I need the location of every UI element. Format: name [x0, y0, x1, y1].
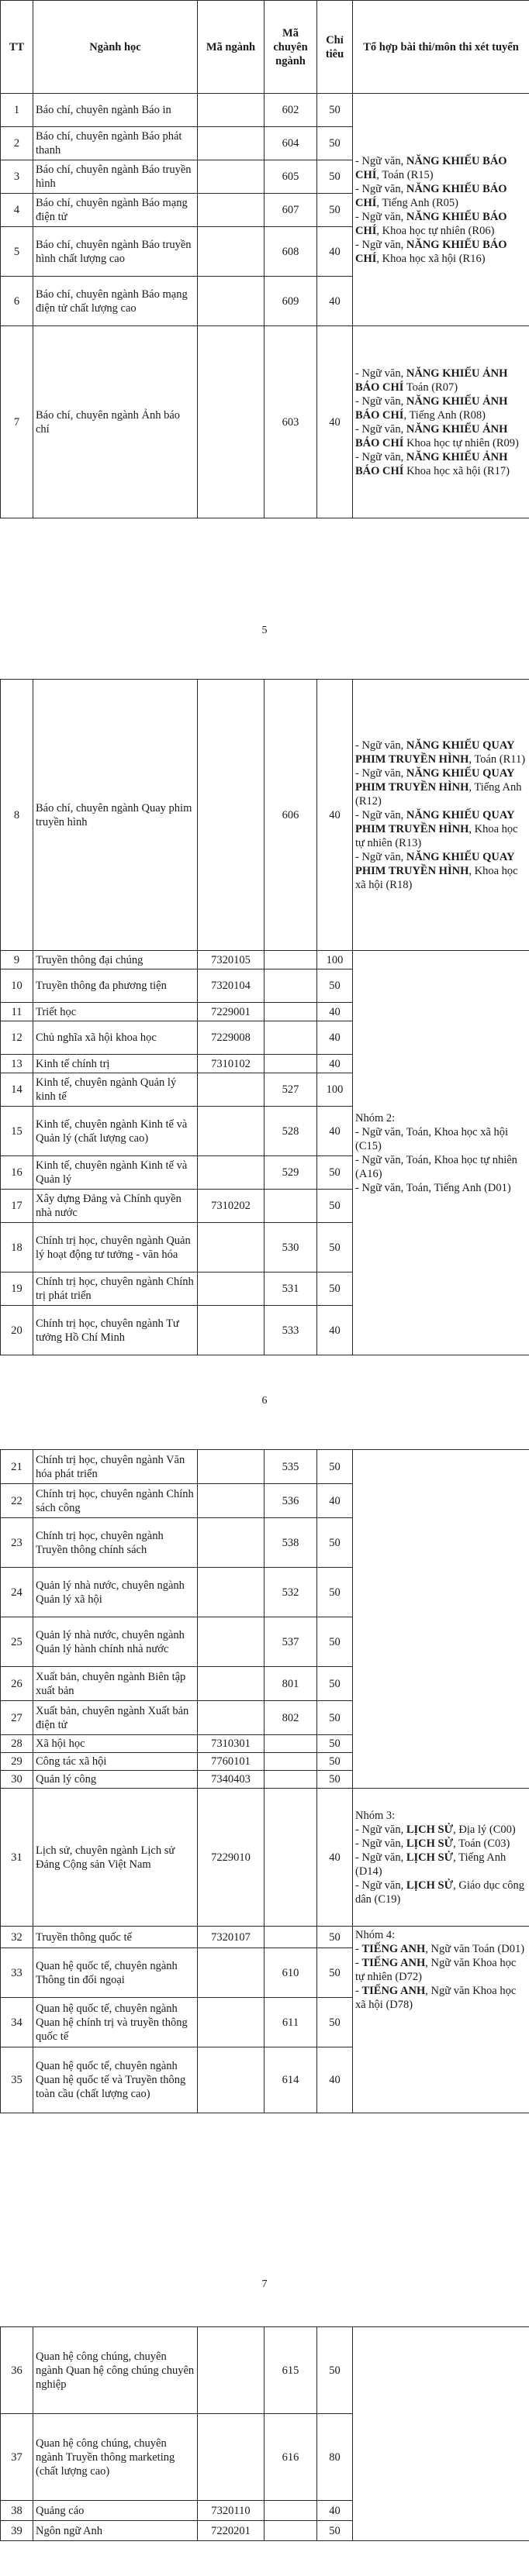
row-code — [198, 94, 264, 127]
row-subcode: 533 — [264, 1306, 317, 1355]
page-segment-2 — [0, 679, 529, 1355]
header-combos: Tổ hợp bài thi/môn thi xét tuyển — [353, 1, 529, 94]
row-subcode — [264, 1789, 317, 1927]
row-subcode — [264, 1190, 317, 1223]
row-quota: 50 — [317, 160, 353, 194]
row-quota: 40 — [317, 1306, 353, 1355]
row-code — [198, 1948, 264, 1998]
table-row — [1, 1927, 529, 1948]
row-tt: 23 — [1, 1518, 33, 1568]
row-name: Lịch sử, chuyên ngành Lịch sử Đảng Cộng sản Việt Nam — [33, 1789, 198, 1927]
row-tt: 22 — [1, 1484, 33, 1518]
row-code — [198, 1306, 264, 1355]
row-quota: 40 — [317, 680, 353, 951]
row-subcode — [264, 969, 317, 1003]
row-quota: 50 — [317, 1450, 353, 1484]
row-quota: 50 — [317, 1667, 353, 1701]
combo-line: - Ngữ văn, LỊCH SỬ, Tiếng Anh (D14) — [355, 1851, 507, 1878]
row-quota: 50 — [317, 194, 353, 227]
row-subcode: 531 — [264, 1273, 317, 1306]
row-subcode: 536 — [264, 1484, 317, 1518]
row-name: Quan hệ quốc tế, chuyên ngành Thông tin đối ngoại — [33, 1948, 198, 1998]
row-tt: 39 — [1, 2521, 33, 2541]
admission-table-part-1 — [0, 0, 529, 518]
row-code: 7310301 — [198, 1735, 264, 1753]
combo-line: - Ngữ văn, NĂNG KHIẾU BÁO CHÍ, Khoa học xã hội (R16) — [355, 238, 507, 265]
row-code — [198, 1998, 264, 2047]
row-quota: 40 — [317, 1003, 353, 1021]
row-subcode: 606 — [264, 680, 317, 951]
header-subcode: Mã chuyên ngành — [264, 1, 317, 94]
row-code — [198, 1518, 264, 1568]
combo-group-quayphim — [353, 680, 529, 951]
row-tt: 36 — [1, 2327, 33, 2414]
row-name: Báo chí, chuyên ngành Quay phim truyền hình — [33, 680, 198, 951]
row-name: Chính trị học, chuyên ngành Quản lý hoạt động tư tưởng - văn hóa — [33, 1223, 198, 1273]
row-subcode — [264, 2521, 317, 2541]
row-tt: 3 — [1, 160, 33, 194]
row-name: Chính trị học, chuyên ngành Văn hóa phát triển — [33, 1450, 198, 1484]
combo-group-nhom4 — [353, 1927, 529, 2113]
row-subcode — [264, 1055, 317, 1073]
row-tt: 35 — [1, 2047, 33, 2113]
combo-line: - Ngữ văn, NĂNG KHIẾU ẢNH BÁO CHÍ Khoa học xã hội (R17) — [355, 450, 510, 477]
row-quota: 50 — [317, 1998, 353, 2047]
row-subcode: 530 — [264, 1223, 317, 1273]
row-code: 7229010 — [198, 1789, 264, 1927]
row-code: 7320104 — [198, 969, 264, 1003]
row-name: Kinh tế chính trị — [33, 1055, 198, 1073]
row-tt: 26 — [1, 1667, 33, 1701]
row-tt: 31 — [1, 1789, 33, 1927]
row-quota: 40 — [317, 1055, 353, 1073]
row-subcode: 529 — [264, 1156, 317, 1190]
row-code — [198, 1156, 264, 1190]
row-subcode — [264, 2501, 317, 2521]
row-name: Báo chí, chuyên ngành Báo mạng điện tử — [33, 194, 198, 227]
row-name: Báo chí, chuyên ngành Báo truyền hình — [33, 160, 198, 194]
row-subcode — [264, 1927, 317, 1948]
row-quota: 50 — [317, 127, 353, 160]
row-code: 7320107 — [198, 1927, 264, 1948]
row-code — [198, 277, 264, 326]
table-row — [1, 680, 529, 951]
row-tt: 15 — [1, 1107, 33, 1156]
combo-line: - Ngữ văn, LỊCH SỬ, Giáo dục công dân (C19) — [355, 1879, 524, 1906]
admission-table-part-2 — [0, 679, 529, 1355]
table-header-row — [1, 1, 529, 94]
row-name: Kinh tế, chuyên ngành Kinh tế và Quản lý — [33, 1156, 198, 1190]
row-subcode: 614 — [264, 2047, 317, 2113]
row-subcode — [264, 951, 317, 969]
row-quota: 40 — [317, 2047, 353, 2113]
combo-group-title: Nhóm 4: — [355, 1929, 396, 1941]
row-quota: 40 — [317, 326, 353, 518]
combo-group-title: Nhóm 2: — [355, 1111, 396, 1124]
row-name: Báo chí, chuyên ngành Báo mạng điện tử chất lượng cao — [33, 277, 198, 326]
row-name: Công tác xã hội — [33, 1753, 198, 1771]
row-subcode — [264, 1735, 317, 1753]
row-name: Quản lý nhà nước, chuyên ngành Quản lý hành chính nhà nước — [33, 1617, 198, 1667]
row-quota: 50 — [317, 969, 353, 1003]
row-name: Truyền thông đa phương tiện — [33, 969, 198, 1003]
row-code: 7229001 — [198, 1003, 264, 1021]
combo-line: - Ngữ văn, NĂNG KHIẾU BÁO CHÍ, Khoa học tự nhiên (R06) — [355, 210, 507, 237]
row-code — [198, 2414, 264, 2501]
row-name: Chủ nghĩa xã hội khoa học — [33, 1021, 198, 1055]
row-name: Triết học — [33, 1003, 198, 1021]
row-name: Xây dựng Đảng và Chính quyền nhà nước — [33, 1190, 198, 1223]
combo-line: - Ngữ văn, NĂNG KHIẾU BÁO CHÍ, Toán (R15) — [355, 154, 507, 181]
row-tt: 13 — [1, 1055, 33, 1073]
combo-line: - Ngữ văn, NĂNG KHIẾU ẢNH BÁO CHÍ, Tiếng Anh (R08) — [355, 394, 508, 422]
row-tt: 6 — [1, 277, 33, 326]
row-quota: 50 — [317, 1617, 353, 1667]
row-name: Chính trị học, chuyên ngành Tư tưởng Hồ Chí Minh — [33, 1306, 198, 1355]
row-tt: 20 — [1, 1306, 33, 1355]
row-tt: 12 — [1, 1021, 33, 1055]
row-name: Quan hệ quốc tế, chuyên ngành Quan hệ chính trị và truyền thông quốc tế — [33, 1998, 198, 2047]
admission-table-part-3 — [0, 1449, 529, 2113]
row-name: Quan hệ công chúng, chuyên ngành Quan hệ công chúng chuyên nghiệp — [33, 2327, 198, 2414]
row-tt: 5 — [1, 227, 33, 277]
combo-line: - Ngữ văn, NĂNG KHIẾU ẢNH BÁO CHÍ Toán (R07) — [355, 367, 508, 394]
row-code: 7760101 — [198, 1753, 264, 1771]
row-code — [198, 227, 264, 277]
row-subcode: 603 — [264, 326, 317, 518]
row-subcode: 801 — [264, 1667, 317, 1701]
row-subcode: 608 — [264, 227, 317, 277]
combo-line: - Ngữ văn, Toán, Khoa học tự nhiên (A16) — [355, 1153, 517, 1180]
row-name: Kinh tế, chuyên ngành Kinh tế và Quản lý (chất lượng cao) — [33, 1107, 198, 1156]
row-name: Chính trị học, chuyên ngành Chính sách công — [33, 1484, 198, 1518]
row-code — [198, 1617, 264, 1667]
row-tt: 37 — [1, 2414, 33, 2501]
row-name: Quan hệ quốc tế, chuyên ngành Quan hệ quốc tế và Truyền thông toàn cầu (chất lượng cao) — [33, 2047, 198, 2113]
row-tt: 25 — [1, 1617, 33, 1667]
row-code — [198, 1450, 264, 1484]
table-row — [1, 94, 529, 127]
combo-group-anhbaochi — [353, 326, 529, 518]
row-subcode: 602 — [264, 94, 317, 127]
row-tt: 19 — [1, 1273, 33, 1306]
row-code — [198, 1223, 264, 1273]
row-quota: 40 — [317, 1021, 353, 1055]
row-tt: 14 — [1, 1073, 33, 1107]
row-subcode: 611 — [264, 1998, 317, 2047]
combo-group-baochi — [353, 94, 529, 326]
row-code — [198, 127, 264, 160]
row-tt: 11 — [1, 1003, 33, 1021]
row-code — [198, 160, 264, 194]
combo-line: - Ngữ văn, NĂNG KHIẾU QUAY PHIM TRUYỀN HÌNH, Khoa học tự nhiên (R13) — [355, 808, 518, 849]
row-quota: 50 — [317, 1223, 353, 1273]
row-tt: 29 — [1, 1753, 33, 1771]
combo-empty-cell — [353, 1450, 529, 1789]
row-tt: 8 — [1, 680, 33, 951]
row-subcode: 528 — [264, 1107, 317, 1156]
row-subcode — [264, 1021, 317, 1055]
combo-line: - Ngữ văn, NĂNG KHIẾU QUAY PHIM TRUYỀN HÌNH, Khoa học xã hội (R18) — [355, 850, 518, 891]
row-name: Xã hội học — [33, 1735, 198, 1753]
row-quota: 50 — [317, 2521, 353, 2541]
row-tt: 9 — [1, 951, 33, 969]
row-subcode: 537 — [264, 1617, 317, 1667]
row-quota: 40 — [317, 277, 353, 326]
row-name: Báo chí, chuyên ngành Báo truyền hình chất lượng cao — [33, 227, 198, 277]
combo-line: - Ngữ văn, NĂNG KHIẾU ẢNH BÁO CHÍ Khoa học tự nhiên (R09) — [355, 422, 519, 449]
row-tt: 1 — [1, 94, 33, 127]
table-row — [1, 2327, 529, 2414]
row-subcode: 616 — [264, 2414, 317, 2501]
table-row — [1, 326, 529, 518]
combo-line: - TIẾNG ANH, Ngữ văn Khoa học xã hội (D78) — [355, 1985, 517, 2011]
row-name: Ngôn ngữ Anh — [33, 2521, 198, 2541]
row-tt: 28 — [1, 1735, 33, 1753]
row-name: Truyền thông quốc tế — [33, 1927, 198, 1948]
row-quota: 50 — [317, 1927, 353, 1948]
row-code: 7340403 — [198, 1771, 264, 1789]
row-name: Quan hệ công chúng, chuyên ngành Truyền thông marketing (chất lượng cao) — [33, 2414, 198, 2501]
row-quota: 50 — [317, 1753, 353, 1771]
row-tt: 21 — [1, 1450, 33, 1484]
row-subcode: 538 — [264, 1518, 317, 1568]
row-code — [198, 2047, 264, 2113]
combo-group-nhom3 — [353, 1789, 529, 1927]
row-quota: 80 — [317, 2414, 353, 2501]
row-subcode — [264, 1771, 317, 1789]
row-tt: 18 — [1, 1223, 33, 1273]
row-code: 7310202 — [198, 1190, 264, 1223]
row-tt: 17 — [1, 1190, 33, 1223]
row-quota: 50 — [317, 1273, 353, 1306]
row-tt: 16 — [1, 1156, 33, 1190]
admission-table-part-4 — [0, 2326, 529, 2541]
row-quota: 40 — [317, 1107, 353, 1156]
row-code — [198, 1484, 264, 1518]
combo-line: - Ngữ văn, LỊCH SỬ, Địa lý (C00) — [355, 1823, 516, 1836]
row-tt: 2 — [1, 127, 33, 160]
row-quota: 100 — [317, 951, 353, 969]
row-subcode: 607 — [264, 194, 317, 227]
row-name: Chính trị học, chuyên ngành Chính trị phát triển — [33, 1273, 198, 1306]
row-quota: 40 — [317, 1484, 353, 1518]
row-name: Truyền thông đại chúng — [33, 951, 198, 969]
row-subcode: 609 — [264, 277, 317, 326]
row-code: 7320105 — [198, 951, 264, 969]
row-subcode: 604 — [264, 127, 317, 160]
row-code: 7220201 — [198, 2521, 264, 2541]
row-code — [198, 1568, 264, 1617]
row-quota: 50 — [317, 1568, 353, 1617]
combo-line: - TIẾNG ANH, Ngữ văn Toán (D01) — [355, 1943, 525, 1955]
row-subcode: 610 — [264, 1948, 317, 1998]
page-number: 7 — [261, 2278, 268, 2290]
row-code — [198, 1107, 264, 1156]
row-quota: 50 — [317, 1518, 353, 1568]
row-quota: 50 — [317, 1190, 353, 1223]
row-subcode: 527 — [264, 1073, 317, 1107]
row-name: Xuất bản, chuyên ngành Biên tập xuất bản — [33, 1667, 198, 1701]
table-row — [1, 1450, 529, 1484]
row-tt: 30 — [1, 1771, 33, 1789]
page-segment-3 — [0, 1449, 529, 2113]
page-segment-1 — [0, 0, 529, 518]
row-subcode — [264, 1003, 317, 1021]
page-number: 6 — [261, 1395, 268, 1407]
row-quota: 50 — [317, 1735, 353, 1753]
page-segment-4 — [0, 2326, 529, 2541]
combo-group-title: Nhóm 3: — [355, 1809, 396, 1822]
row-tt: 38 — [1, 2501, 33, 2521]
row-tt: 24 — [1, 1568, 33, 1617]
row-quota: 50 — [317, 1701, 353, 1735]
combo-line: - Ngữ văn, NĂNG KHIẾU QUAY PHIM TRUYỀN HÌNH, Tiếng Anh (R12) — [355, 766, 522, 808]
header-quota: Chỉ tiêu — [317, 1, 353, 94]
row-code: 7320110 — [198, 2501, 264, 2521]
row-code: 7229008 — [198, 1021, 264, 1055]
row-tt: 27 — [1, 1701, 33, 1735]
row-name: Báo chí, chuyên ngành Báo phát thanh — [33, 127, 198, 160]
combo-line: - Ngữ văn, LỊCH SỬ, Toán (C03) — [355, 1837, 510, 1850]
row-quota: 50 — [317, 94, 353, 127]
row-name: Chính trị học, chuyên ngành Truyền thông chính sách — [33, 1518, 198, 1568]
row-tt: 34 — [1, 1998, 33, 2047]
row-quota: 50 — [317, 1771, 353, 1789]
row-quota: 40 — [317, 1789, 353, 1927]
row-tt: 32 — [1, 1927, 33, 1948]
row-code — [198, 1073, 264, 1107]
header-major: Ngành học — [33, 1, 198, 94]
header-code: Mã ngành — [198, 1, 264, 94]
combo-line: - Ngữ văn, NĂNG KHIẾU BÁO CHÍ, Tiếng Anh (R05) — [355, 182, 507, 209]
row-quota: 100 — [317, 1073, 353, 1107]
row-quota: 50 — [317, 1156, 353, 1190]
row-code — [198, 1701, 264, 1735]
row-code — [198, 1273, 264, 1306]
row-name: Quảng cáo — [33, 2501, 198, 2521]
row-tt: 4 — [1, 194, 33, 227]
row-name: Kinh tế, chuyên ngành Quản lý kinh tế — [33, 1073, 198, 1107]
table-row — [1, 951, 529, 969]
table-row — [1, 1789, 529, 1927]
row-subcode: 532 — [264, 1568, 317, 1617]
row-subcode: 615 — [264, 2327, 317, 2414]
combo-empty-cell — [353, 2327, 529, 2541]
row-quota: 40 — [317, 227, 353, 277]
combo-line: - Ngữ văn, NĂNG KHIẾU QUAY PHIM TRUYỀN HÌNH, Toán (R11) — [355, 739, 526, 766]
row-code — [198, 680, 264, 951]
row-tt: 10 — [1, 969, 33, 1003]
row-code — [198, 1667, 264, 1701]
row-code — [198, 2327, 264, 2414]
combo-line: - Ngữ văn, Toán, Khoa học xã hội (C15) — [355, 1125, 509, 1152]
row-quota: 50 — [317, 1948, 353, 1998]
combo-group-nhom2 — [353, 951, 529, 1355]
row-name: Báo chí, chuyên ngành Ảnh báo chí — [33, 326, 198, 518]
row-code — [198, 194, 264, 227]
row-name: Xuất bản, chuyên ngành Xuất bản điện tử — [33, 1701, 198, 1735]
header-tt: TT — [1, 1, 33, 94]
row-tt: 33 — [1, 1948, 33, 1998]
row-code — [198, 326, 264, 518]
row-subcode: 605 — [264, 160, 317, 194]
row-code: 7310102 — [198, 1055, 264, 1073]
row-name: Quản lý công — [33, 1771, 198, 1789]
row-subcode — [264, 1753, 317, 1771]
row-quota: 50 — [317, 2327, 353, 2414]
page-number: 5 — [261, 625, 268, 636]
row-subcode: 802 — [264, 1701, 317, 1735]
combo-line: - Ngữ văn, Toán, Tiếng Anh (D01) — [355, 1181, 511, 1194]
row-name: Báo chí, chuyên ngành Báo in — [33, 94, 198, 127]
row-tt: 7 — [1, 326, 33, 518]
combo-line: - TIẾNG ANH, Ngữ văn Khoa học tự nhiên (D72) — [355, 1957, 517, 1983]
row-subcode: 535 — [264, 1450, 317, 1484]
row-name: Quản lý nhà nước, chuyên ngành Quản lý xã hội — [33, 1568, 198, 1617]
row-quota: 40 — [317, 2501, 353, 2521]
